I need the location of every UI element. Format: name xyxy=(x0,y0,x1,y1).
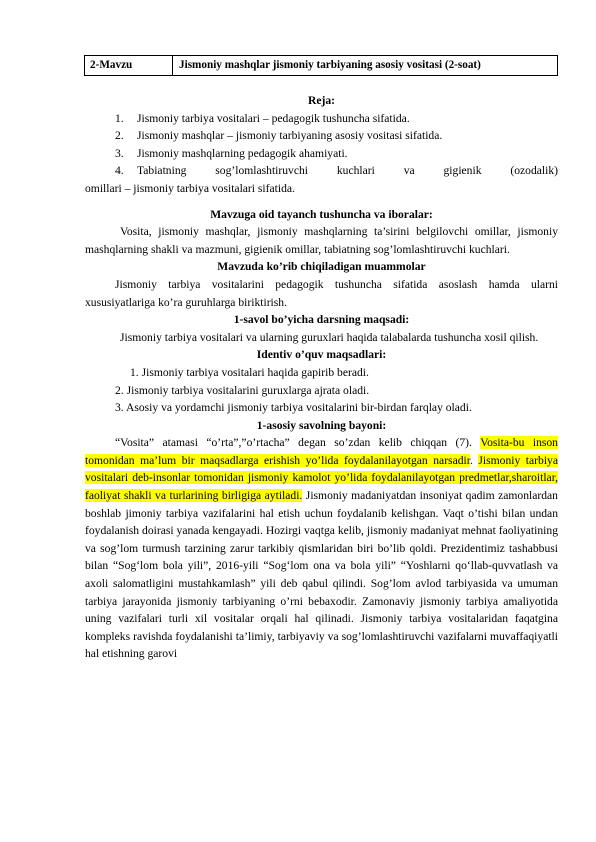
document-body xyxy=(85,92,558,663)
muammo-text: Jismoniy tarbiya vositalarini pedagogik tushuncha sifatida asoslash hamda ularni xususiyatlariga ko’ra guruhlarga biriktirish. xyxy=(85,277,558,309)
topic-title: Jismoniy mashqlar jismoniy tarbiyaning asosiy vositasi (2-soat) xyxy=(179,59,481,71)
bayon-paragraph xyxy=(85,434,558,663)
list-number: 2. xyxy=(115,129,124,143)
list-item xyxy=(85,127,558,145)
reja-heading: Reja: xyxy=(307,94,336,107)
identiv-item: 1. Jismoniy tarbiya vositalari haqida gapirib beradi. xyxy=(130,365,369,379)
tushuncha-heading: Mavzuga oid tayanch tushuncha va iboralar: xyxy=(210,207,433,221)
bayon-heading: 1-asosiy savolning bayoni: xyxy=(256,418,387,432)
list-number: 1. xyxy=(115,111,124,125)
list-text: Jismoniy mashqlarning pedagogik ahamiyati. xyxy=(137,146,348,160)
list-text: Jismoniy tarbiya vositalari – pedagogik tushuncha sifatida. xyxy=(137,111,410,125)
tushuncha-text: Vosita, jismoniy mashqlar, jismoniy mashqlarning ta’sirini belgilovchi omillar, jismoniy mashqlarning shakli va mazmuni, gigienik omillar, tabiatning sog’lomlashtiruvchi kuchlari. xyxy=(85,225,558,256)
list-item xyxy=(85,162,558,180)
maqsad-heading: 1-savol bo’yicha darsning maqsadi: xyxy=(233,313,410,327)
highlight-definition-jt-vositalari: Jismoniy tarbiya vositalari deb-insonlar tomonidan jismoniy kamolot yo’lida foydalanilayotgan predmetlar,sharoitlar, faoliyat shakli va turlarining birligiga aytiladi. xyxy=(85,453,558,503)
list-text: Jismoniy mashqlar – jismoniy tarbiyaning asosiy vositasi sifatida. xyxy=(137,129,443,143)
topic-table xyxy=(84,55,558,76)
identiv-heading: Identiv o’quv maqsadlari: xyxy=(256,348,387,362)
list-item xyxy=(85,145,558,163)
bayon-mid: . xyxy=(469,453,479,467)
list-number: 4. xyxy=(115,164,124,178)
topic-label: 2-Mavzu xyxy=(85,56,173,75)
bayon-rest: Jismoniy madaniyatdan insoniyat qadim zamonlardan boshlab jimoniy tarbiya vazifalarini hal etish uchun foydalanib kelishgan. Vaqt o’tishi bilan undan foydalanish doirasi yanada kengayadi. Hozirgi vaqtga kelib, jismoniy madaniyat mehnat faoliyatining va sog’lom turmush tarzining zarur tarkibiy qismlaridan biri bo’lib qoldi. Prezidentimiz tashabbusi bilan “Sog‘lom bola yili”, 2016-yili “Sog‘lom ona va bola yili” “Yoshlarni qo‘llab-quvvatlash va axoli salomatligini mustahkamlash” yili deb qabul qilindi. Sog’lom avlod tarbiyasida va umuman tarbiya jarayonida jismoniy tarbiyaning o’rni bebaxodir. Zamonaviy jismoniy tarbiya amaliyotida uning vazifalari turli xil vositalar orqali hal qilinadi. Jismoniy tarbiya vositalaridan faqatgina kompleks ravishda foydalanishi ta’limiy, tarbiyaviy va sog’lomlashtiruvchi vazifalarni muvaffaqiyatli hal etishning garovi xyxy=(85,489,558,661)
list-text: Tabiatning sog’lomlashtiruvchi kuchlari va gigienik (ozodalik) xyxy=(137,164,558,178)
reja-list xyxy=(85,110,558,198)
list-number: 3. xyxy=(115,146,124,160)
bayon-start: “Vosita” atamasi “o’rta”,”o’rtacha” degan so’zdan kelib chiqqan (7). xyxy=(115,436,481,450)
identiv-item: 2. Jismoniy tarbiya vositalarini guruxlarga ajrata oladi. xyxy=(115,383,370,397)
muammo-heading: Mavzuda ko’rib chiqiladigan muammolar xyxy=(217,260,426,274)
identiv-item: 3. Asosiy va yordamchi jismoniy tarbiya vositalarini bir-birdan farqlay oladi. xyxy=(115,401,472,415)
list-continuation: omillari – jismoniy tarbiya vositalari sifatida. xyxy=(85,181,295,195)
maqsad-text: Jismoniy tarbiya vositalari va ularning guruxlari haqida talabalarda tushuncha xosil qilish. xyxy=(120,330,539,344)
highlight-definition-vosita: Vosita-bu inson tomonidan ma’lum bir maqsadlarga erishish yo’lida foydalanilayotgan narsadir xyxy=(85,436,558,467)
list-item xyxy=(85,110,558,128)
